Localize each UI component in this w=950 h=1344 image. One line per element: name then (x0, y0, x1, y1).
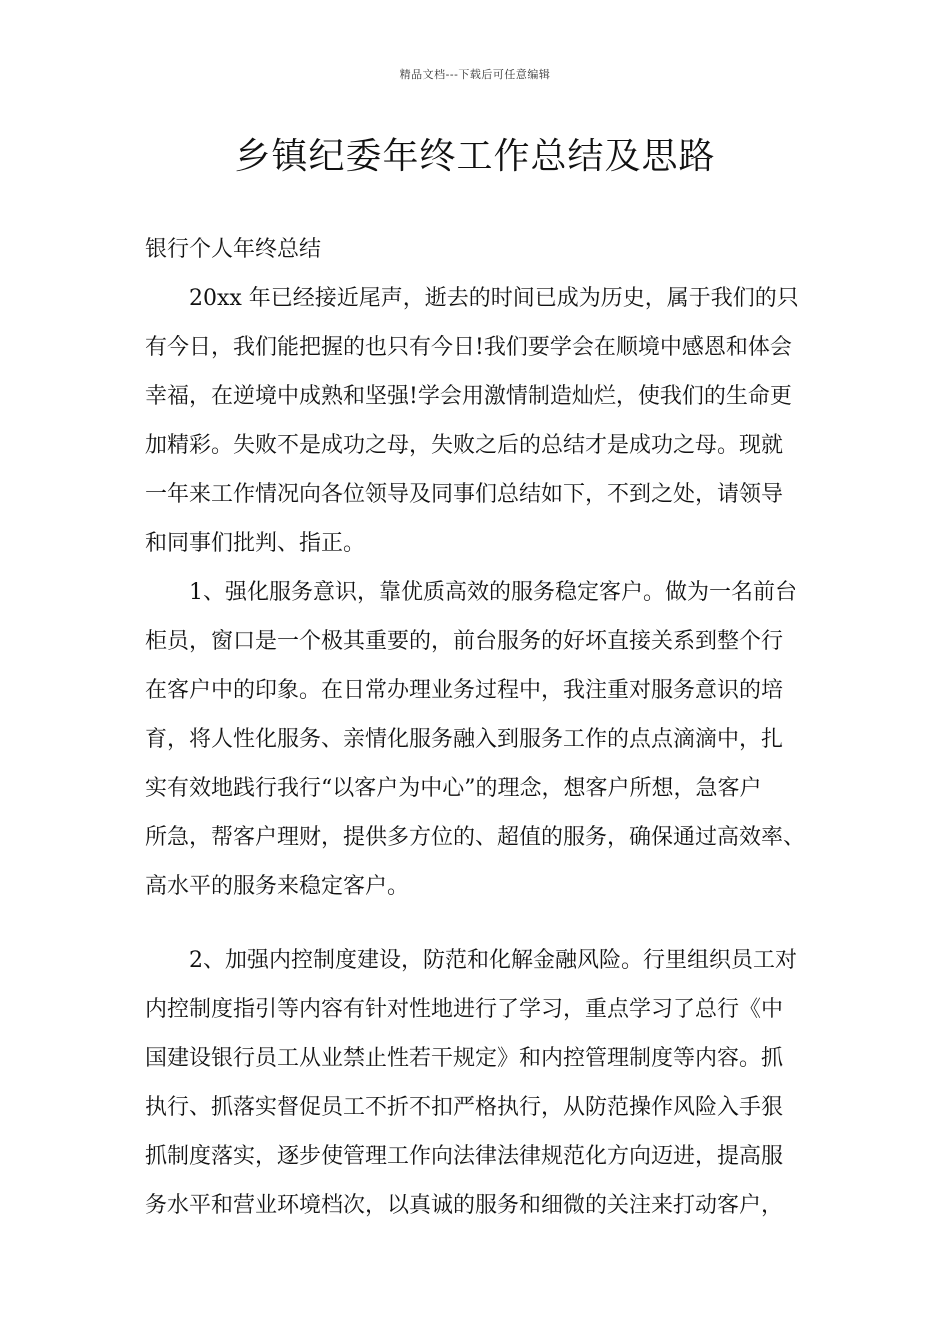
paragraph-line: 实有效地践行我行“以客户为中心”的理念，想客户所想，急客户 (145, 776, 762, 801)
paragraph-line: 执行、抓落实督促员工不折不扣严格执行，从防范操作风险入手狠 (145, 1095, 784, 1120)
paragraph-line: 育，将人性化服务、亲情化服务融入到服务工作的点点滴滴中，扎 (145, 727, 784, 752)
paragraph-line: 和同事们批判、指正。 (145, 531, 366, 556)
paragraph-line: 内控制度指引等内容有针对性地进行了学习，重点学习了总行《中 (145, 997, 784, 1022)
paragraph-line: 所急，帮客户理财，提供多方位的、超值的服务，确保通过高效率、 (145, 825, 806, 850)
paragraph-line: 一年来工作情况向各位领导及同事们总结如下，不到之处，请领导 (145, 482, 784, 507)
paragraph-line: 国建设银行员工从业禁止性若干规定》和内控管理制度等内容。抓 (145, 1046, 784, 1071)
header-note: 精品文档---下载后可任意编辑 (399, 68, 551, 81)
paragraph-line: 在客户中的印象。在日常办理业务过程中，我注重对服务意识的培 (145, 678, 784, 703)
section-subtitle: 银行个人年终总结 (145, 237, 322, 262)
paragraph-line: 加精彩。失败不是成功之母，失败之后的总结才是成功之母。现就 (145, 433, 784, 458)
document-body (145, 230, 805, 1235)
paragraph-line: 高水平的服务来稳定客户。 (145, 874, 410, 899)
paragraph-line: 2、加强内控制度建设，防范和化解金融风险。行里组织员工对 (189, 948, 797, 973)
paragraph-line: 务水平和营业环境档次，以真诚的服务和细微的关注来打动客户， (145, 1193, 784, 1218)
document-title: 乡镇纪委年终工作总结及思路 (234, 136, 716, 177)
paragraph-line: 柜员，窗口是一个极其重要的，前台服务的好坏直接关系到整个行 (145, 629, 784, 654)
paragraph-line: 1、强化服务意识，靠优质高效的服务稳定客户。做为一名前台 (189, 580, 797, 605)
paragraph-line: 幸福，在逆境中成熟和坚强!学会用激情制造灿烂，使我们的生命更 (145, 384, 792, 409)
paragraph-line: 20xx 年已经接近尾声，逝去的时间已成为历史，属于我们的只 (189, 286, 799, 311)
paragraph-gap (145, 916, 805, 941)
paragraph-line: 抓制度落实，逐步使管理工作向法律法律规范化方向迈进，提高服 (145, 1144, 784, 1169)
paragraph-line: 有今日，我们能把握的也只有今日!我们要学会在顺境中感恩和体会 (145, 335, 792, 360)
